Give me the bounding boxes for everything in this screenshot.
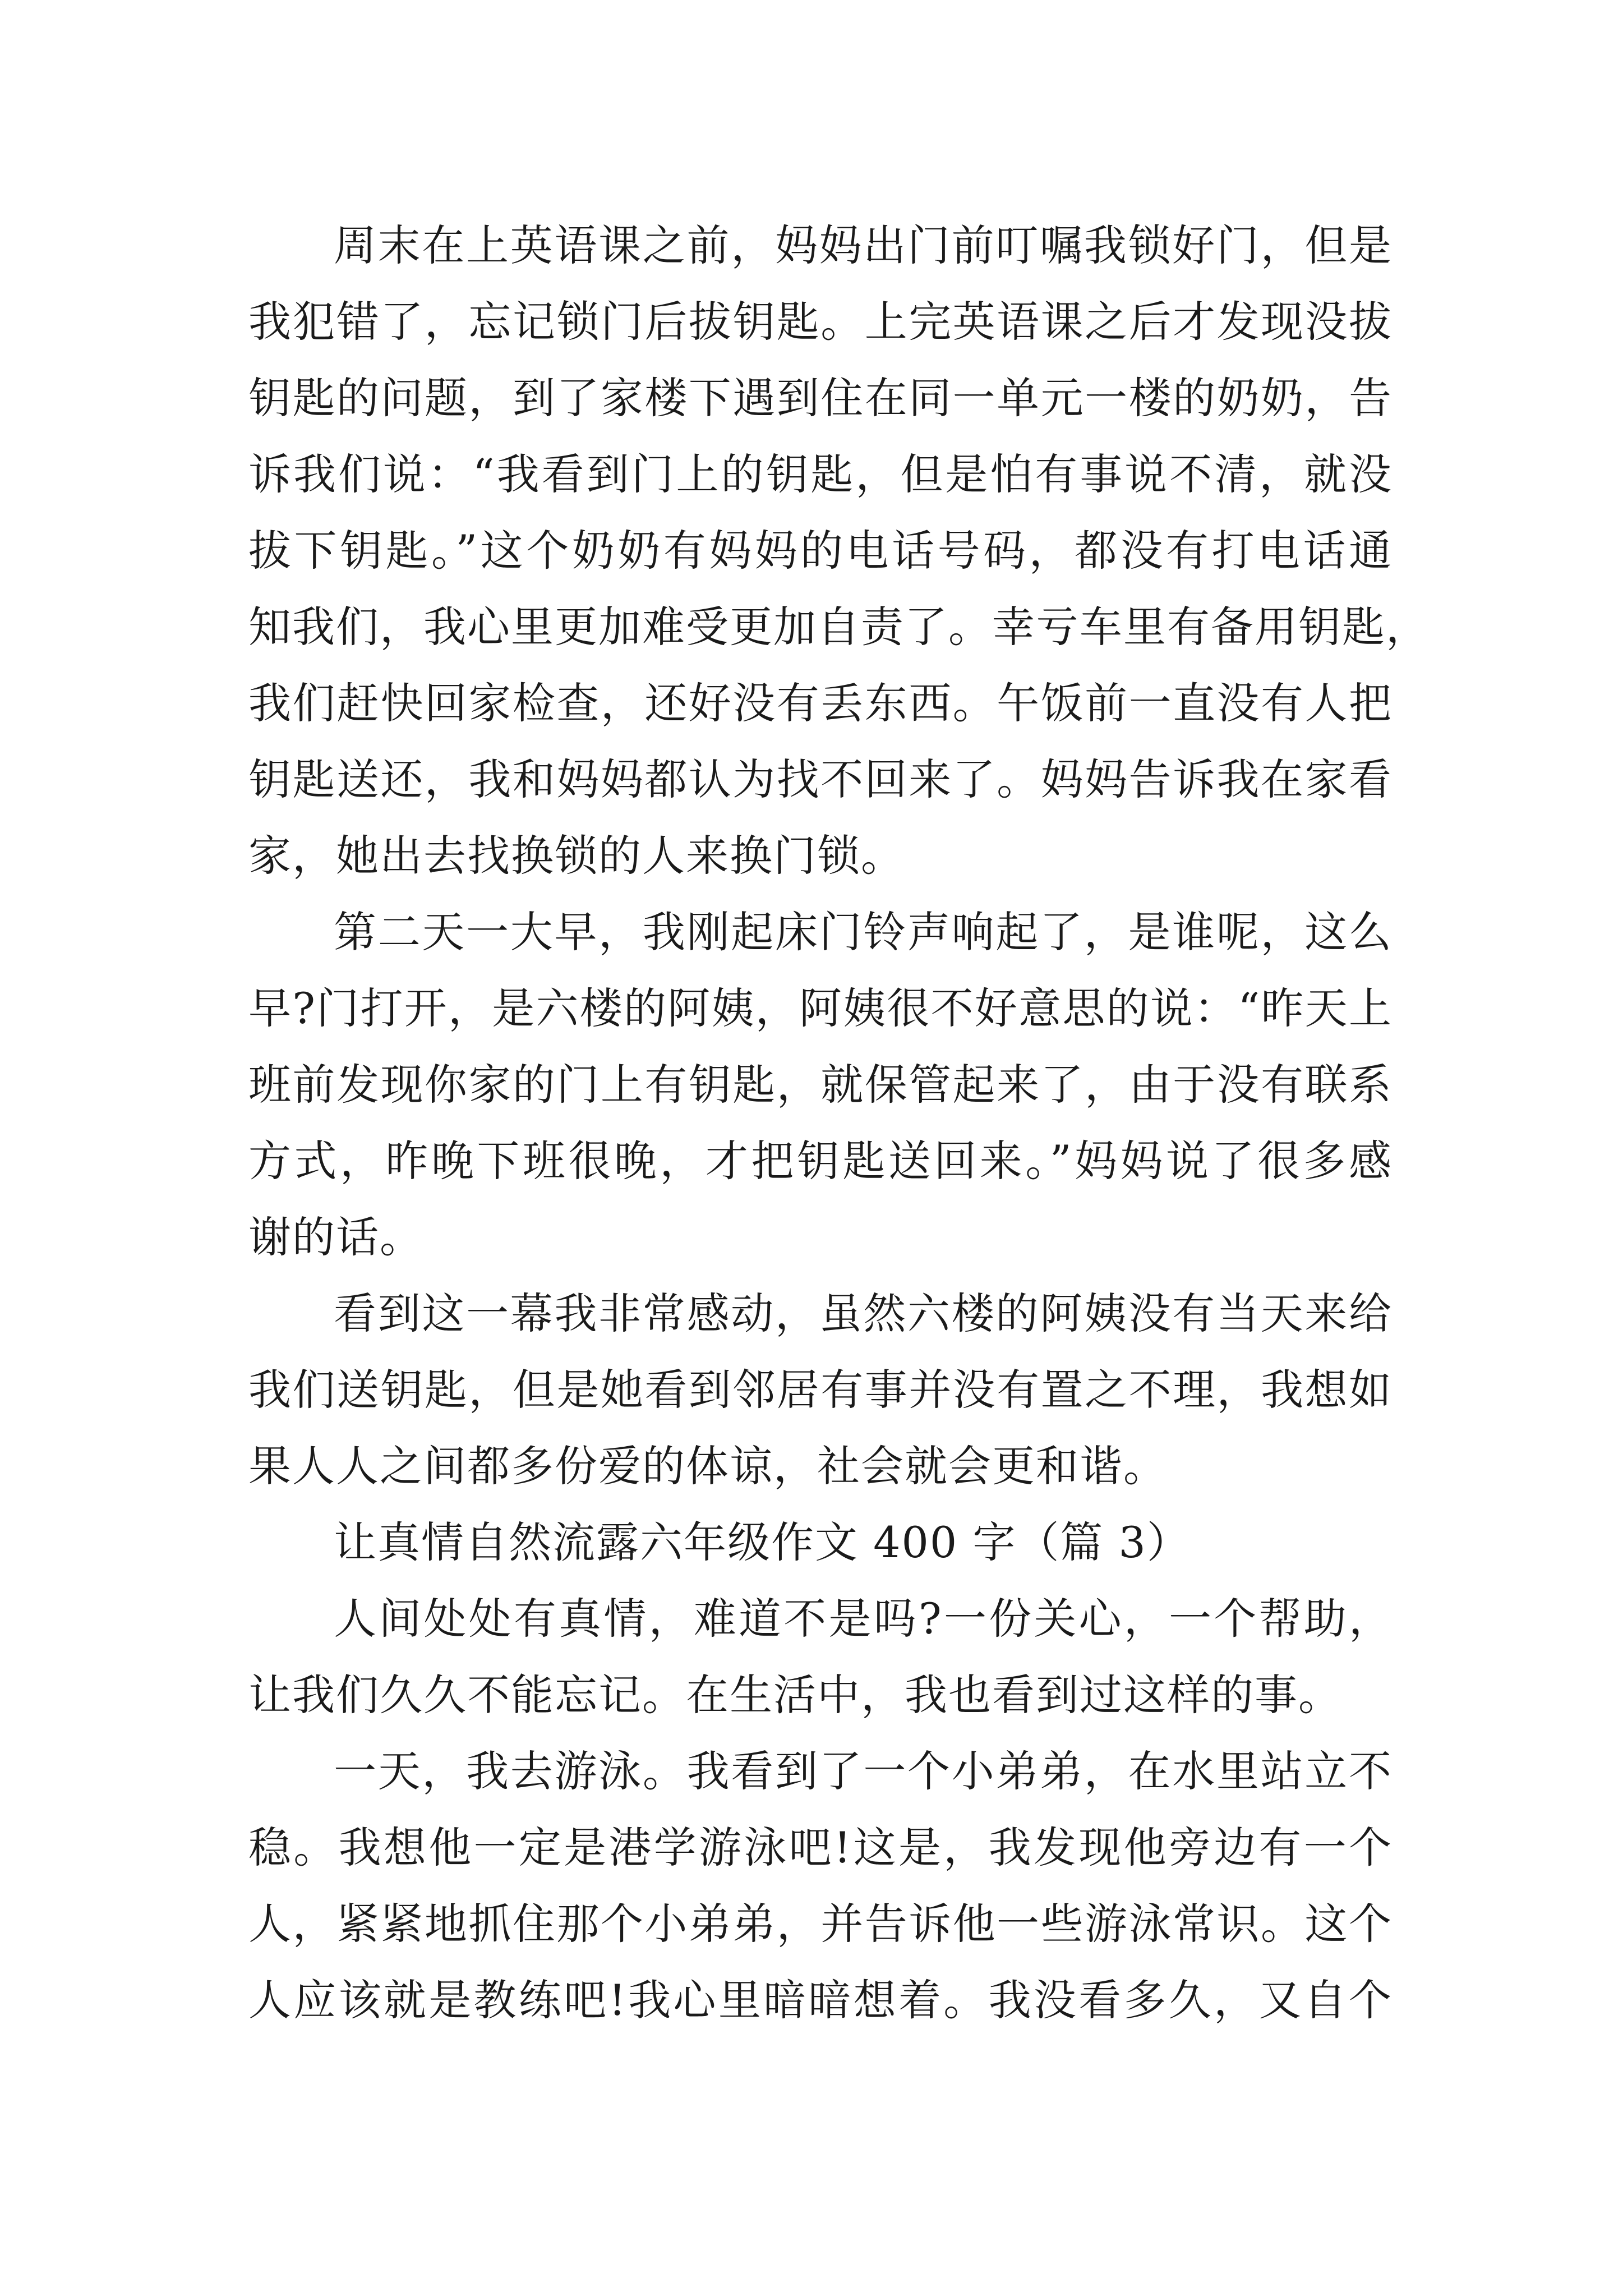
text-line: 周末在上英语课之前，妈妈出门前叮嘱我锁好门，但是 xyxy=(334,220,1393,270)
text-line: 班前发现你家的门上有钥匙，就保管起来了，由于没有联系 xyxy=(248,1060,1393,1110)
text-line: 家，她出去找换锁的人来换门锁。 xyxy=(248,831,905,881)
text-line: 果人人之间都多份爱的体谅，社会就会更和谐。 xyxy=(248,1441,1167,1491)
text-line: 拔下钥匙。”这个奶奶有妈妈的电话号码，都没有打电话通 xyxy=(248,526,1393,576)
text-line: 方式，昨晚下班很晚，才把钥匙送回来。”妈妈说了很多感 xyxy=(248,1136,1393,1186)
text-line: 人间处处有真情，难道不是吗?一份关心，一个帮助， xyxy=(334,1594,1393,1644)
text-line: 第二天一大早，我刚起床门铃声响起了，是谁呢，这么 xyxy=(334,907,1393,957)
text-line: 我们赶快回家检查，还好没有丢东西。午饭前一直没有人把 xyxy=(248,678,1393,728)
text-line: 早?门打开，是六楼的阿姨，阿姨很不好意思的说：“昨天上 xyxy=(248,983,1393,1033)
text-line: 稳。我想他一定是港学游泳吧!这是，我发现他旁边有一个 xyxy=(248,1823,1393,1872)
text-line: 让我们久久不能忘记。在生活中，我也看到过这样的事。 xyxy=(248,1670,1342,1720)
text-line: 让真情自然流露六年级作文 400 字（篇 3） xyxy=(334,1517,1191,1567)
essay-body xyxy=(248,208,1430,2039)
text-line: 我们送钥匙，但是她看到邻居有事并没有置之不理，我想如 xyxy=(248,1365,1393,1415)
text-line: 人，紧紧地抓住那个小弟弟，并告诉他一些游泳常识。这个 xyxy=(248,1899,1393,1949)
paragraph xyxy=(248,894,1393,1276)
text-line: 看到这一幕我非常感动，虽然六楼的阿姨没有当天来给 xyxy=(334,1289,1393,1338)
text-line: 知我们，我心里更加难受更加自责了。幸亏车里有备用钥匙， xyxy=(248,602,1430,652)
paragraph xyxy=(248,208,1430,894)
text-line: 钥匙送还，我和妈妈都认为找不回来了。妈妈告诉我在家看 xyxy=(248,754,1393,804)
text-line: 人应该就是教练吧!我心里暗暗想着。我没看多久，又自个 xyxy=(248,1975,1393,2025)
text-line: 钥匙的问题，到了家楼下遇到住在同一单元一楼的奶奶，告 xyxy=(248,373,1393,423)
section-heading xyxy=(248,1504,1393,1581)
text-line: 我犯错了，忘记锁门后拔钥匙。上完英语课之后才发现没拔 xyxy=(248,297,1393,347)
text-line: 一天，我去游泳。我看到了一个小弟弟，在水里站立不 xyxy=(334,1746,1393,1796)
text-line: 诉我们说：“我看到门上的钥匙，但是怕有事说不清，就没 xyxy=(248,449,1393,499)
paragraph xyxy=(248,1733,1393,2039)
text-line: 谢的话。 xyxy=(248,1212,423,1262)
paragraph xyxy=(248,1276,1393,1504)
paragraph xyxy=(248,1581,1393,1733)
